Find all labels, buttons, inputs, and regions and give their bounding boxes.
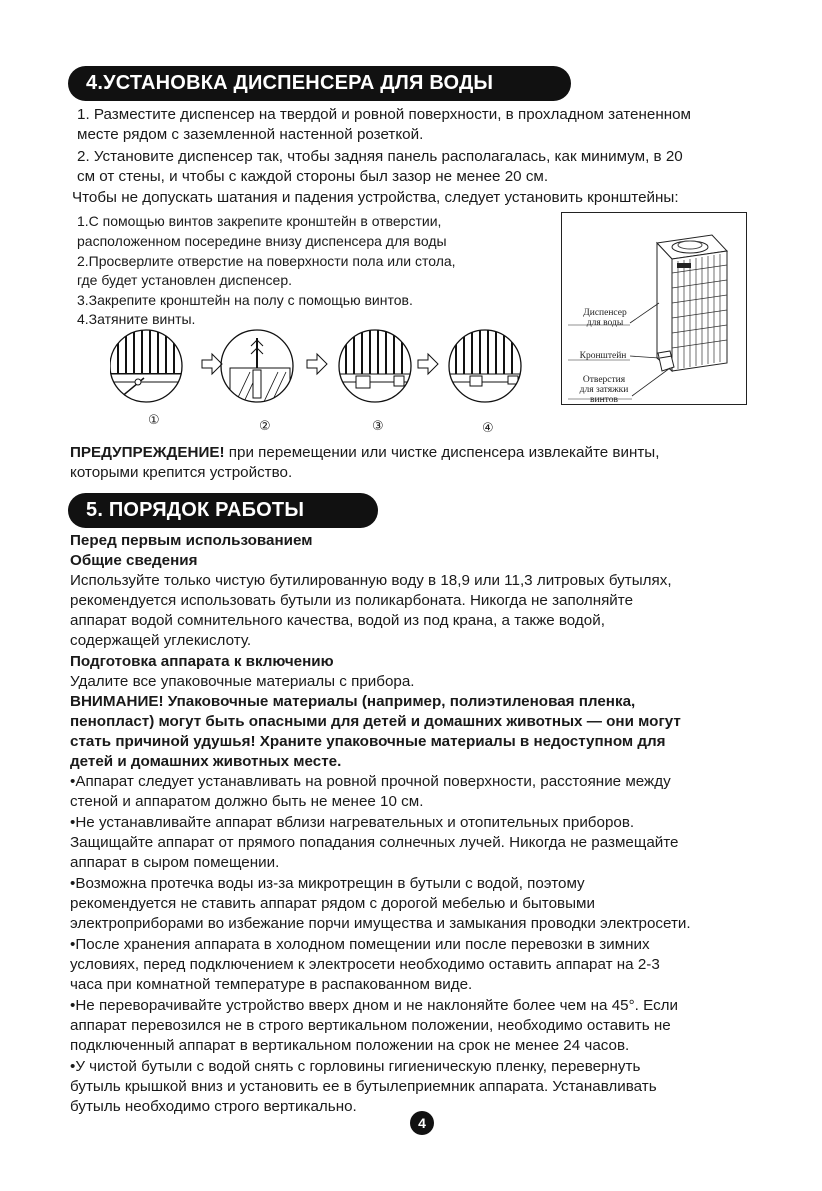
bullet-line: электроприборами во избежание порчи имущества и замыкания проводки электросети. xyxy=(70,915,691,932)
bracket-step-line: где будет установлен диспенсер. xyxy=(77,272,293,288)
step-3-marker: ③ xyxy=(372,418,384,433)
general-line: рекомендуется использовать бутыли из поликарбоната. Никогда не заполняйте xyxy=(70,592,634,609)
bullet-line: аппарат перевозился не в строго вертикальном положении, необходимо оставить не xyxy=(70,1017,671,1034)
step-1-marker: ① xyxy=(148,412,160,427)
arrow-icon xyxy=(307,354,327,374)
remove-packaging-text: Удалите все упаковочные материалы с прибора. xyxy=(70,673,415,690)
arrow-icon xyxy=(418,354,438,374)
bullet-line: бутыль крышкой вниз и установить ее в бутылеприемник аппарата. Устанавливать xyxy=(70,1078,657,1095)
page-number: 4 xyxy=(410,1111,434,1135)
bracket-step-line: 4.Затяните винты. xyxy=(77,311,196,327)
step-3-diagram xyxy=(338,328,418,388)
bullet-line: часа при комнатной температуре в распакованном виде. xyxy=(70,976,473,993)
subheading-preparation: Подготовка аппарата к включению xyxy=(70,653,334,670)
label-bracket: Кронштейн xyxy=(579,351,627,361)
label-dispenser: Диспенсер для воды xyxy=(583,308,627,328)
bullet-line: •Не устанавливайте аппарат вблизи нагревательных и отопительных приборов. xyxy=(70,814,635,831)
general-line: аппарат водой сомнительного качества, водой из под крана, а также водой, xyxy=(70,612,605,629)
attention-line: ВНИМАНИЕ! Упаковочные материалы (например, полиэтиленовая пленка, xyxy=(70,693,636,710)
general-line: содержащей углекислоту. xyxy=(70,632,252,649)
bullet-line: •Возможна протечка воды из-за микротрещин в бутыли с водой, поэтому xyxy=(70,875,585,892)
bullet-line: стеной и аппаратом должно быть не менее 10 см. xyxy=(70,793,424,810)
bracket-step-line: расположенном посередине внизу диспенсера для воды xyxy=(77,233,447,249)
label-screw-holes: Отверстия для затяжки винтов xyxy=(579,375,629,405)
bullet-line: •После хранения аппарата в холодном помещении или после перевозки в зимних xyxy=(70,936,650,953)
bullet-line: бутыль необходимо строго вертикально. xyxy=(70,1098,357,1115)
arrow-icon xyxy=(202,354,222,374)
step-2-marker: ② xyxy=(259,418,271,433)
bullet-line: Защищайте аппарат от прямого попадания солнечных лучей. Никогда не размещайте xyxy=(70,834,679,851)
install-item-2-line-2: см от стены, и чтобы с каждой стороны был зазор не менее 20 см. xyxy=(77,168,549,185)
general-line: Используйте только чистую бутилированную воду в 18,9 или 11,3 литровых бутылях, xyxy=(70,572,672,589)
bracket-steps-illustration xyxy=(110,328,540,438)
bracket-intro: Чтобы не допускать шатания и падения устройства, следует установить кронштейны: xyxy=(72,189,679,206)
warning-label: ПРЕДУПРЕЖДЕНИЕ! xyxy=(70,444,225,461)
bullet-line: •Не переворачивайте устройство вверх дном и не наклоняйте более чем на 45°. Если xyxy=(70,997,679,1014)
bullet-line: •У чистой бутыли с водой снять с горловины гигиеническую пленку, перевернуть xyxy=(70,1058,641,1075)
subheading-general: Общие сведения xyxy=(70,552,198,569)
warning-line-1 xyxy=(70,442,659,463)
bracket-step-line: 3.Закрепите кронштейн на полу с помощью винтов. xyxy=(77,292,413,308)
attention-line: пенопласт) могут быть опасными для детей и домашних животных — они могут xyxy=(70,713,681,730)
install-item-2-line-1: 2. Установите диспенсер так, чтобы задняя панель располагалась, как минимум, в 20 xyxy=(77,148,683,165)
subheading-before-use: Перед первым использованием xyxy=(70,532,313,549)
section-5-heading: 5. ПОРЯДОК РАБОТЫ xyxy=(68,493,378,528)
warning-line-2: которыми крепится устройство. xyxy=(70,464,293,481)
install-item-1-line-2: месте рядом с заземленной настенной розеткой. xyxy=(77,126,424,143)
bullet-line: рекомендуется не ставить аппарат рядом с дорогой мебелью и бытовыми xyxy=(70,895,595,912)
section-4-heading: 4.УСТАНОВКА ДИСПЕНСЕРА ДЛЯ ВОДЫ xyxy=(68,66,571,101)
install-item-1-line-1: 1. Разместите диспенсер на твердой и ровной поверхности, в прохладном затененном xyxy=(77,106,691,123)
bracket-step-line: 2.Просверлите отверстие на поверхности пола или стола, xyxy=(77,253,456,269)
bullet-line: аппарат в сыром помещении. xyxy=(70,854,280,871)
warning-text: при перемещении или чистке диспенсера извлекайте винты, xyxy=(224,444,660,461)
step-4-diagram xyxy=(448,328,528,386)
attention-line: стать причиной удушья! Храните упаковочные материалы в недоступном для xyxy=(70,733,666,750)
bullet-line: подключенный аппарат в вертикальном положении на срок не менее 24 часов. xyxy=(70,1037,630,1054)
bracket-step-line: 1.С помощью винтов закрепите кронштейн в отверстии, xyxy=(77,213,442,229)
bullet-line: условиях, перед подключением к электросети необходимо оставить аппарат на 2-3 xyxy=(70,956,660,973)
bullet-line: •Аппарат следует устанавливать на ровной прочной поверхности, расстояние между xyxy=(70,773,671,790)
step-4-marker: ④ xyxy=(482,420,494,435)
attention-line: детей и домашних животных месте. xyxy=(70,753,342,770)
